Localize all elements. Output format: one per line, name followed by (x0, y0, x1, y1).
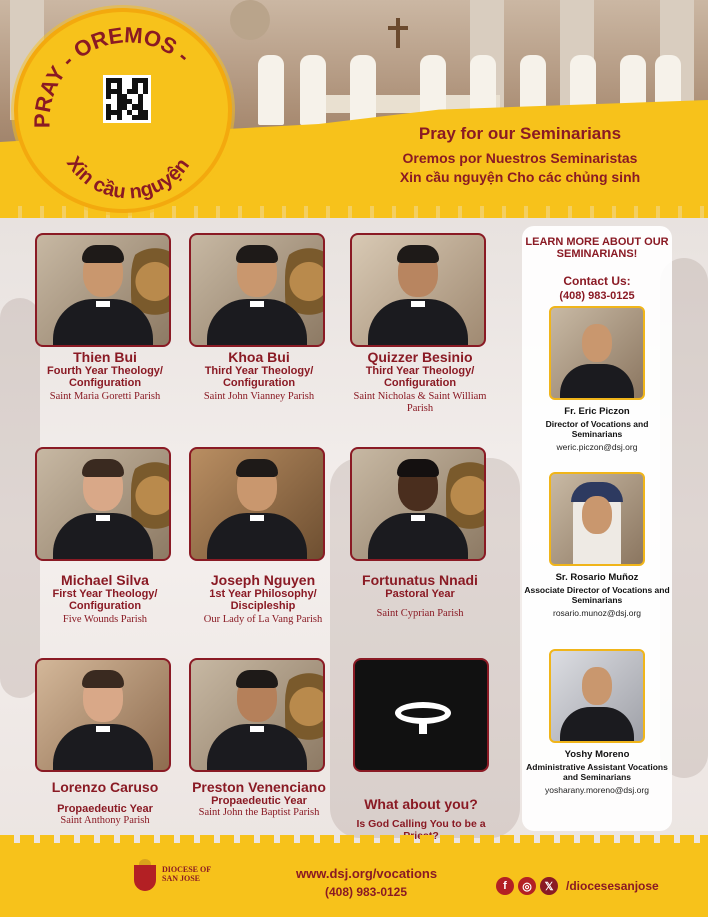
priest-figure (258, 55, 284, 125)
seminarian-parish: Saint Nicholas & Saint William Parish (353, 391, 487, 414)
seminarian-card (35, 233, 175, 403)
seminarian-card (35, 447, 175, 626)
x-icon[interactable]: 𝕏 (540, 877, 558, 895)
staff-title: Administrative Assistant Vocations and Seminarians (526, 762, 668, 782)
seminarian-parish: Saint Maria Goretti Parish (49, 391, 161, 402)
learn-more-heading: LEARN MORE ABOUT OUR SEMINARIANS! (525, 236, 669, 260)
seminarian-name: Quizzer Besinio (367, 349, 473, 365)
altar-ornament (230, 0, 270, 40)
staff-photo (549, 306, 645, 400)
seminarian-year: Third Year Theology/ Configuration (365, 365, 475, 389)
title-vietnamese: Xin cầu nguyện Cho các chủng sinh (399, 169, 641, 185)
seminarian-parish: Saint John the Baptist Parish (198, 807, 320, 818)
instagram-icon[interactable]: ◎ (518, 877, 536, 895)
staff-name: Fr. Eric Piczon (564, 406, 630, 417)
seminarian-name: Preston Venenciano (192, 779, 326, 795)
seminarian-parish: Our Lady of La Vang Parish (203, 614, 323, 625)
seminarian-parish: Saint Cyprian Parish (376, 608, 464, 619)
prayer-heading (360, 124, 680, 185)
staff-name: Yoshy Moreno (564, 749, 630, 760)
footer-phone[interactable]: (408) 983-0125 (324, 885, 408, 899)
seminarian-card (189, 447, 337, 626)
staff-title: Director of Vocations and Seminarians (545, 419, 649, 439)
seminarian-year: Third Year Theology/ Configuration (204, 365, 314, 389)
seminarian-card (35, 658, 175, 827)
diocese-seal-icon (132, 859, 158, 893)
seminarian-name: Khoa Bui (228, 349, 290, 365)
footer (0, 843, 708, 917)
clerical-collar-icon (353, 658, 489, 772)
seminarian-photo (189, 658, 325, 772)
seminarian-photo (350, 233, 486, 347)
pray-badge (14, 8, 232, 213)
seminarian-year: Fourth Year Theology/ Configuration (47, 365, 163, 389)
facebook-icon[interactable]: f (496, 877, 514, 895)
contact-phone[interactable]: (408) 983-0125 (559, 290, 635, 302)
callout-subtext: Is God Calling You to be a (356, 818, 486, 830)
seminarian-name: Fortunatus Nnadi (362, 572, 478, 588)
seminarian-parish: Five Wounds Parish (62, 614, 148, 625)
seminarian-photo (189, 447, 325, 561)
seminarian-year: Propaedeutic Year (211, 795, 307, 807)
ring-text-top: PRAY - OREMOS - (29, 22, 196, 129)
seminarian-year: Pastoral Year (385, 588, 455, 600)
staff-email[interactable]: rosario.munoz@dsj.org (553, 608, 641, 618)
staff-email[interactable]: weric.piczon@dsj.org (556, 442, 638, 452)
seminarian-photo (350, 447, 486, 561)
seminarian-card (350, 233, 490, 414)
seminarian-photo (189, 233, 325, 347)
staff-photo (549, 472, 645, 566)
staff-name: Sr. Rosario Muñoz (555, 572, 639, 583)
seminarian-name: Lorenzo Caruso (51, 779, 159, 795)
seminarian-name: Michael Silva (61, 572, 149, 588)
seminarian-photo (35, 658, 171, 772)
priest-figure (350, 55, 376, 125)
diocese-line1: DIOCESE OF (162, 865, 212, 874)
staff-card (522, 306, 672, 452)
staff-email[interactable]: yosharany.moreno@dsj.org (545, 785, 649, 795)
seminarian-parish: Saint Anthony Parish (60, 815, 150, 826)
seminarian-year: 1st Year Philosophy/ Discipleship (209, 588, 317, 612)
diocese-line2: SAN JOSE (162, 874, 201, 883)
seminarian-card (350, 447, 490, 620)
diocese-name (162, 865, 211, 883)
seminarian-card (189, 233, 329, 403)
seminarian-year: First Year Theology/ Configuration (52, 588, 158, 612)
seminarian-year: Propaedeutic Year (57, 803, 153, 815)
staff-title: Associate Director of Vocations and Seminarians (524, 585, 670, 605)
callout-question: What about you? (364, 796, 478, 812)
seminarian-card (189, 658, 329, 819)
seminarian-photo (35, 447, 171, 561)
title-english: Pray for our Seminarians (418, 124, 622, 143)
qr-code[interactable] (103, 75, 151, 123)
seminarian-name: Thien Bui (73, 349, 137, 365)
staff-card (522, 649, 672, 795)
altar-cross (388, 18, 408, 48)
title-spanish: Oremos por Nuestros Seminaristas (402, 150, 638, 166)
social-handle[interactable]: /diocesesanjose (566, 879, 659, 893)
seminarian-photo (35, 233, 171, 347)
background-figure (0, 298, 40, 698)
social-links (496, 877, 659, 895)
contact-label: Contact Us: (563, 274, 631, 288)
contact-sidebar (522, 226, 672, 831)
staff-photo (549, 649, 645, 743)
staff-card (522, 472, 672, 618)
vocations-url[interactable]: www.dsj.org/vocations (296, 866, 438, 881)
ring-text-bottom: Xin cầu nguyện (62, 152, 194, 204)
seminarian-parish: Saint John Vianney Parish (203, 391, 315, 402)
priest-figure (300, 55, 326, 125)
seminarian-name: Joseph Nguyen (210, 572, 316, 588)
